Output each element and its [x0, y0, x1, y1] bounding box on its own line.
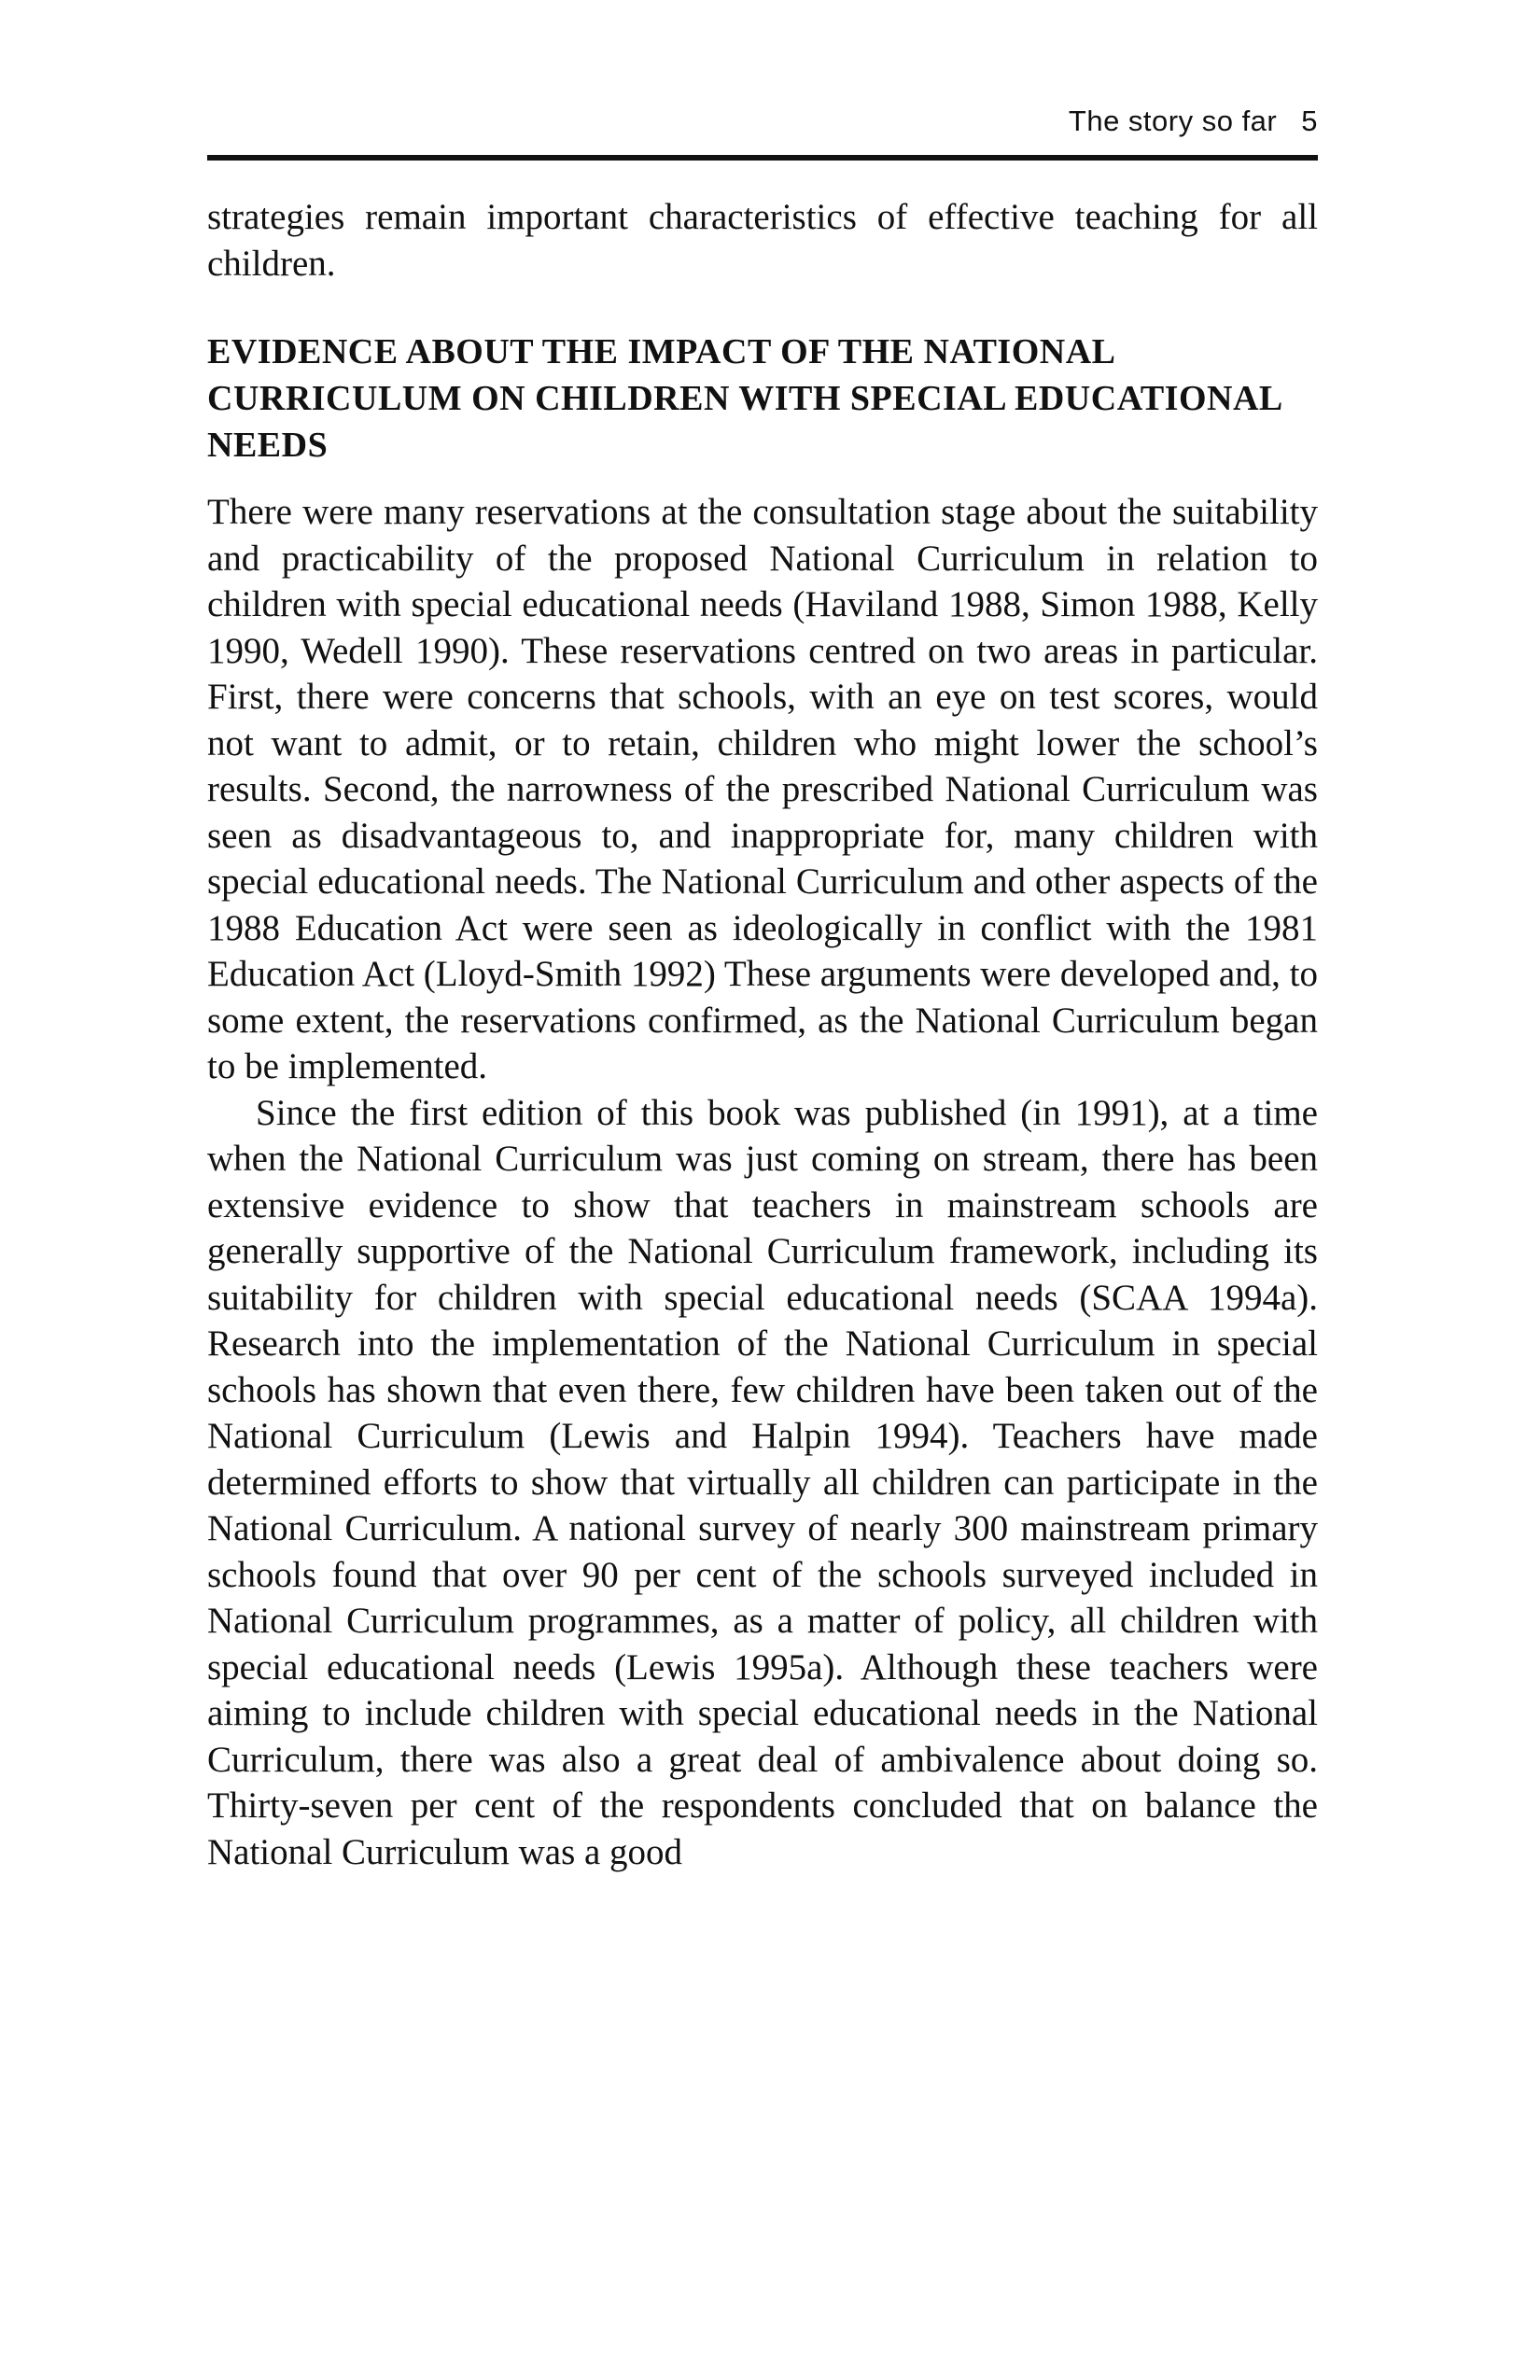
continued-paragraph: strategies remain important characteristics of effective teaching for all children. [207, 197, 1318, 284]
running-head-title: The story so far [1068, 105, 1278, 137]
paragraph: There were many reservations at the consultation stage about the suitability and practicability of the proposed National Curriculum in relation to children with special educational needs (Haviland 1988, Simon 1988, Kelly 1990, Wedell 1990). These reservations centred on two areas in particular. First, there were concerns that schools, with an eye on test scores, would not want to admit, or to retain, children who might lower the school’s results. Second, the narrowness of the prescribed National Curriculum was seen as disadvantageous to, and inappropriate for, many children with special educational needs. The National Curriculum and other aspects of the 1988 Education Act were seen as ideologically in conflict with the 1981 Education Act (Lloyd-Smith 1992) These arguments were developed and, to some extent, the reservations confirmed, as the National Curriculum began to be implemented. [207, 492, 1318, 1086]
header-rule [207, 155, 1318, 161]
paragraph: Since the first edition of this book was published (in 1991), at a time when the National Curriculum was just coming on stream, there has been extensive evidence to show that teachers in mainstream schools are generally supportive of the National Curriculum framework, including its suitability for children with special educational needs (SCAA 1994a). Research into the implementation of the National Curriculum in special schools has shown that even there, few children have been taken out of the National Curriculum (Lewis and Halpin 1994). Teachers have made determined efforts to show that virtually all children can participate in the National Curriculum. A national survey of nearly 300 mainstream primary schools found that over 90 per cent of the schools surveyed included in National Curriculum programmes, as a matter of policy, all children with special educational needs (Lewis 1995a). Although these teachers were aiming to include children with special educational needs in the National Curriculum, there was also a great deal of ambivalence about doing so. Thirty-seven per cent of the respondents concluded that on balance the National Curriculum was a good [207, 1092, 1318, 1872]
page-number: 5 [1301, 105, 1318, 137]
section-heading: EVIDENCE ABOUT THE IMPACT OF THE NATIONAL CURRICULUM ON CHILDREN WITH SPECIAL EDUCATIONAL NEEDS [207, 332, 1281, 465]
running-head [1069, 105, 1318, 138]
body-text [207, 194, 1318, 1875]
